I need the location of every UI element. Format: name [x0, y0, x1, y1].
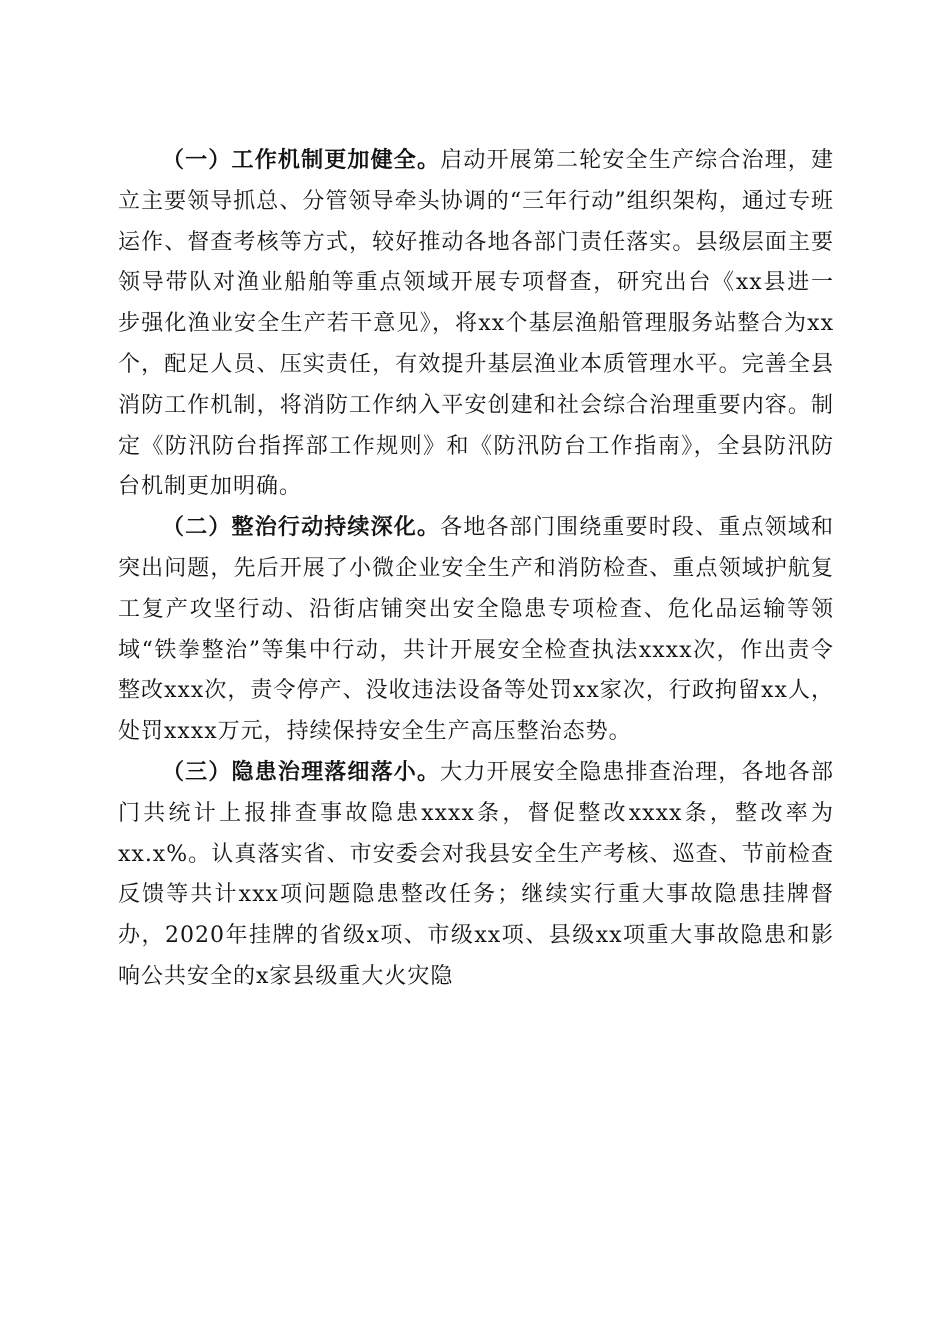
paragraph-heading: （三）隐患治理落细落小。	[162, 759, 441, 785]
paragraph-text: 各地各部门围绕重要时段、重点领域和突出问题，先后开展了小微企业安全生产和消防检查、重点领域护航复工复产攻坚行动、沿街店铺突出安全隐患专项检查、危化品运输等领域“铁拳整治”等集中行动，共计开展安全检查执法xxxx次，作出责令整改xxx次，责令停产、没收违法设备等处罚xx家次，行政拘留xx人，处罚xxxx万元，持续保持安全生产高压整治态势。	[118, 515, 834, 745]
paragraph-text: 大力开展安全隐患排查治理，各地各部门共统计上报排查事故隐患xxxx条，督促整改xxxx条，整改率为xx.x%。认真落实省、市安委会对我县安全生产考核、巡查、节前检查反馈等共计xxx项问题隐患整改任务；继续实行重大事故隐患挂牌督办，2020年挂牌的省级x项、市级xx项、县级xx项重大事故隐患和影响公共安全的x家县级重大火灾隐	[118, 759, 834, 989]
paragraph-heading: （一）工作机制更加健全。	[162, 148, 441, 173]
document-body	[118, 141, 834, 998]
paragraph-work-mechanism	[118, 141, 834, 508]
paragraph-rectification-actions	[118, 508, 834, 753]
paragraph-heading: （二）整治行动持续深化。	[162, 515, 441, 541]
paragraph-hazard-governance	[118, 753, 834, 998]
paragraph-text: 启动开展第二轮安全生产综合治理，建立主要领导抓总、分管领导牵头协调的“三年行动”组织架构，通过专班运作、督查考核等方式，较好推动各地各部门责任落实。县级层面主要领导带队对渔业船舶等重点领域开展专项督查，研究出台《xx县进一步强化渔业安全生产若干意见》，将xx个基层渔船管理服务站整合为xx个，配足人员、压实责任，有效提升基层渔业本质管理水平。完善全县消防工作机制，将消防工作纳入平安创建和社会综合治理重要内容。制定《防汛防台指挥部工作规则》和《防汛防台工作指南》，全县防汛防台机制更加明确。	[118, 148, 834, 500]
